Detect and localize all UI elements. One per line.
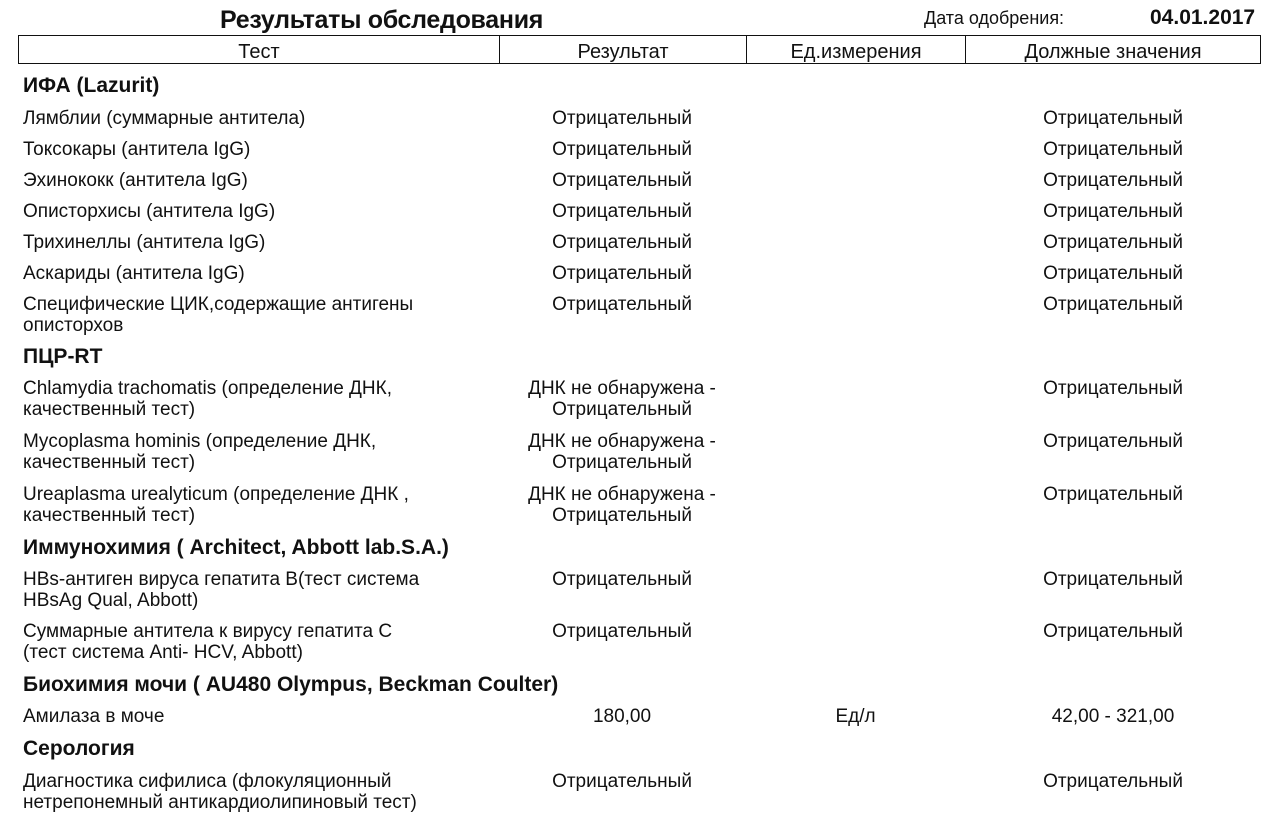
cell-test	[23, 139, 493, 160]
cell-norm: Отрицательный	[1043, 771, 1183, 792]
cell-result	[502, 294, 742, 315]
text-line: Отрицательный	[552, 294, 692, 315]
text-line: Суммарные антитела к вирусу гепатита С	[23, 621, 393, 642]
text-line: Амилаза в моче	[23, 706, 165, 727]
cell-result	[502, 621, 742, 642]
text-line: Аскариды (антитела IgG)	[23, 263, 245, 284]
text-line: HBs-антиген вируса гепатита B(тест система	[23, 569, 420, 590]
cell-result	[502, 431, 742, 473]
cell-result	[502, 706, 742, 727]
cell-test	[23, 294, 493, 336]
cell-norm: Отрицательный	[1043, 378, 1183, 399]
text-line: Лямблии (суммарные антитела)	[23, 108, 306, 129]
text-line: Chlamydia trachomatis (определение ДНК,	[23, 378, 392, 399]
cell-norm: Отрицательный	[1043, 232, 1183, 253]
cell-test	[23, 706, 493, 727]
cell-norm: Отрицательный	[1043, 263, 1183, 284]
cell-result	[502, 170, 742, 191]
cell-test	[23, 621, 493, 663]
text-line: Описторхисы (антитела IgG)	[23, 201, 276, 222]
text-line: качественный тест)	[23, 399, 196, 420]
text-line: Отрицательный	[552, 139, 692, 160]
text-line: Отрицательный	[552, 170, 692, 191]
text-line: Отрицательный	[552, 569, 692, 590]
cell-result	[502, 378, 742, 420]
text-line: Специфические ЦИК,содержащие антигены	[23, 294, 414, 315]
text-line: 180,00	[592, 706, 652, 727]
text-line: Диагностика сифилиса (флокуляционный	[23, 771, 392, 792]
text-line: качественный тест)	[23, 505, 196, 526]
text-line: описторхов	[23, 315, 124, 336]
cell-norm: Отрицательный	[1043, 294, 1183, 315]
text-line: ДНК не обнаружена -	[528, 378, 716, 399]
report-title: Результаты обследования	[220, 6, 544, 34]
cell-test	[23, 201, 493, 222]
text-line: качественный тест)	[23, 452, 196, 473]
cell-test	[23, 108, 493, 129]
cell-result	[502, 201, 742, 222]
text-line: Отрицательный	[552, 263, 692, 284]
section-title-sero: Серология	[23, 737, 135, 760]
section-title-bio: Биохимия мочи ( AU480 Olympus, Beckman Coulter)	[23, 673, 559, 696]
cell-result	[502, 569, 742, 590]
cell-result	[502, 771, 742, 792]
cell-result	[502, 108, 742, 129]
text-line: Ureaplasma urealyticum (определение ДНК ,	[23, 484, 409, 505]
section-title-immuno: Иммунохимия ( Architect, Abbott lab.S.A.)	[23, 536, 449, 559]
cell-norm: Отрицательный	[1043, 569, 1183, 590]
text-line: Токсокары (антитела IgG)	[23, 139, 251, 160]
approval-date: 04.01.2017	[1150, 6, 1256, 29]
cell-test	[23, 170, 493, 191]
cell-test	[23, 569, 493, 611]
cell-result	[502, 139, 742, 160]
text-line: HBsAg Qual, Abbott)	[23, 590, 199, 611]
text-line: Трихинеллы (антитела IgG)	[23, 232, 266, 253]
table-header	[18, 35, 1261, 64]
text-line: нетрепонемный антикардиолипиновый тест)	[23, 792, 417, 813]
text-line: Отрицательный	[552, 505, 692, 526]
text-line: Отрицательный	[552, 452, 692, 473]
column-header-test: Тест	[19, 36, 500, 63]
column-header-result: Результат	[500, 36, 747, 63]
text-line: Отрицательный	[552, 399, 692, 420]
cell-test	[23, 431, 493, 473]
cell-norm: Отрицательный	[1043, 139, 1183, 160]
cell-test	[23, 263, 493, 284]
approval-label: Дата одобрения:	[924, 8, 1065, 28]
cell-test	[23, 484, 493, 526]
text-line: Отрицательный	[552, 621, 692, 642]
cell-test	[23, 378, 493, 420]
cell-unit: Ед/л	[835, 706, 876, 727]
text-line: Отрицательный	[552, 232, 692, 253]
cell-test	[23, 232, 493, 253]
cell-result	[502, 263, 742, 284]
text-line: Отрицательный	[552, 201, 692, 222]
section-title-pcr: ПЦР-RT	[23, 345, 103, 368]
text-line: (тест система Anti- HCV, Abbott)	[23, 642, 303, 663]
section-title-ifa: ИФА (Lazurit)	[23, 74, 160, 97]
cell-norm: Отрицательный	[1043, 170, 1183, 191]
cell-norm: Отрицательный	[1043, 431, 1183, 452]
cell-norm: Отрицательный	[1043, 201, 1183, 222]
column-header-unit: Ед.измерения	[747, 36, 966, 63]
cell-norm: 42,00 - 321,00	[1051, 706, 1175, 727]
cell-norm: Отрицательный	[1043, 108, 1183, 129]
text-line: Mycoplasma hominis (определение ДНК,	[23, 431, 377, 452]
text-line: Эхинококк (антитела IgG)	[23, 170, 248, 191]
text-line: Отрицательный	[552, 771, 692, 792]
text-line: Отрицательный	[552, 108, 692, 129]
column-header-norm: Должные значения	[1024, 41, 1202, 63]
cell-result	[502, 232, 742, 253]
cell-norm: Отрицательный	[1043, 484, 1183, 505]
text-line: ДНК не обнаружена -	[528, 484, 716, 505]
cell-test	[23, 771, 493, 813]
cell-result	[502, 484, 742, 526]
text-line: ДНК не обнаружена -	[528, 431, 716, 452]
cell-norm: Отрицательный	[1043, 621, 1183, 642]
